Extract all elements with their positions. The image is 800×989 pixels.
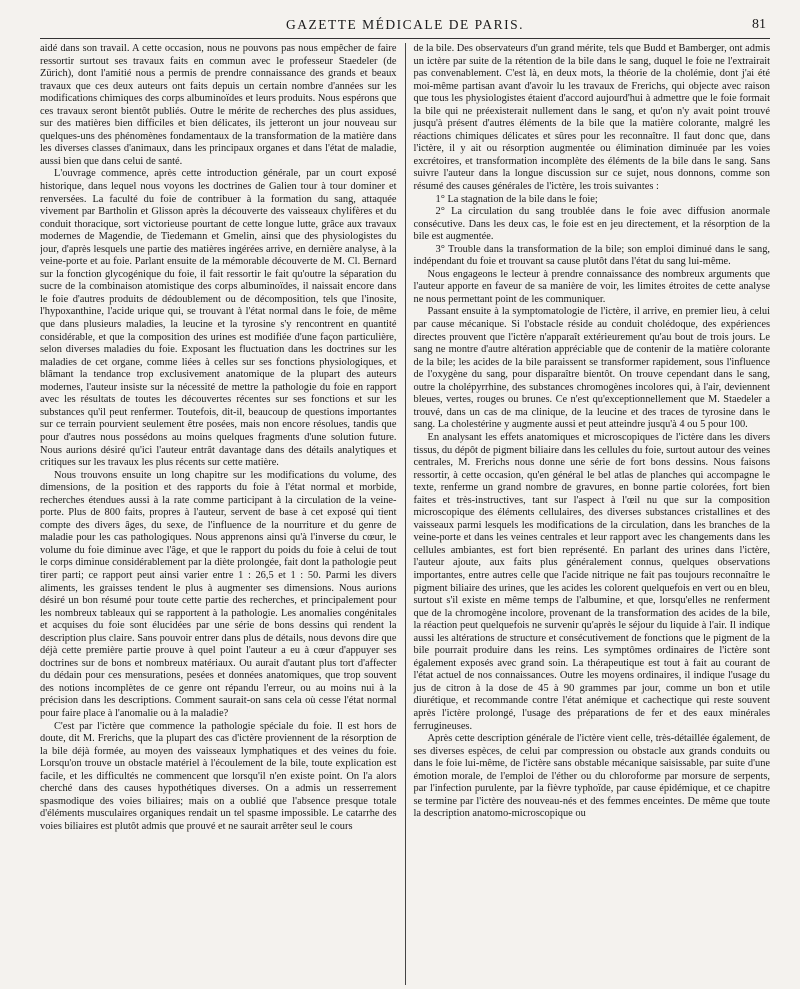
paragraph: L'ouvrage commence, après cette introduction générale, par un court exposé historique, dans lequel nous voyons les doctrines de Galien tour à tour dominer et renversées. La faculté du foie de contribuer à la formation du sang, attaquée vivement par Bartholin et Glisson après la découverte des vaisseaux chylifères et du conduit thoracique, sort victorieuse pourtant de cette longue lutte, grâce aux travaux modernes de Magendie, de Tiedemann et Gmelin, ainsi que des physiologistes du jour, d'après lesquels une partie des matières ingérées arrive, en dernière analyse, à la veine-porte et au foie. Parlant ensuite de la mémorable découverte de M. Cl. Bernard sur la fonction glycogénique du foie, il fait ressortir le fait qu'outre la séparation du sucre de la combinaison atomistique des corps albuminoïdes, il naissait encore dans le foie d'autres produits de dédoublement ou de décomposition, tels que l'inosite, l'hypoxanthine, l'acide urique qui, se trouvant à l'état normal dans le foie, de même que dans plusieurs maladies, la leucine et la tyrosine s'y rencontrent en quantité considérable, et que la composition des urines est modifiée d'une façon particulière, selon diverses maladies du foie. Exposant les fluctuation dans les doctrines sur les maladies de cet organe, comme liées à celles sur ses fonctions physiologiques, et blâmant la tendance trop exclusivement anatomique de la plupart des auteurs modernes, l'auteur insiste sur la nécessité de mettre la pathologie du foie en rapport avec les résultats de toutes les découvertes récentes sur ses fonctions et sur les substances qu'il peut renfermer. Toutefois, dit-il, beaucoup de questions importantes sur ce terrain pourvient seulement être posées, mais non encore résolues, tandis que pour d'autres nous possédons au moins quelques fragments d'une solution future. Nous aurions désiré qu'ici l'auteur entrât davantage dans des détails analytiques et critiques sur les travaux les plus récents sur cette matière.	[40, 168, 397, 469]
page-number: 81	[752, 17, 766, 32]
paragraph: Passant ensuite à la symptomatologie de l'ictère, il arrive, en premier lieu, à celui par cause mécanique. Si l'obstacle réside au conduit cholédoque, des expériences directes prouvent que l'ictère n'apparaît extérieurement qu'au bout de trois jours. Le sang ne montre d'autre altération appréciable que de contenir de la matière colorante de la bile; les acides de la bile paraissent se transformer rapidement, sous l'influence de l'oxygène du sang, pour disparaître bientôt. On trouve cependant dans le sang, outre la cholépyrrhine, des substances chromogènes incolores qui, à l'air, deviennent bleues, vertes, rouges ou brunes. Ce n'est qu'exceptionnellement que M. Staedeler a trouvé, dans un cas de ma clinique, de la leucine et des traces de tyrosine dans le sang. La cholestérine y augmente aussi et peut atteindre jusqu'à 4 ou 5 pour 100.	[413, 306, 770, 431]
list-item: 3° Trouble dans la transformation de la bile; son emploi diminué dans le sang, indépendant du foie et trouvant sa cause plutôt dans l'état du sang lui-même.	[413, 243, 770, 268]
right-column	[406, 43, 771, 985]
left-column	[40, 43, 406, 985]
paragraph: En analysant les effets anatomiques et microscopiques de l'ictère dans les divers tissus, du dépôt de pigment biliaire dans les cellules du foie, surtout autour des veines centrales, M. Frerichs nous donne une série de fort bons dessins. Nous faisons ressortir, à cette occasion, qu'en général le bel atlas de planches qui accompagne le texte, renferme un grand nombre de gravures, en bonne partie colorées, fort bien faites et très-instructives, tant sur l'aspect à l'œil nu que sur la composition microscopique des éléments cellulaires, des diverses substances cristallines et des vaisseaux parmi lesquels les modifications de la circulation, dans les branches de la veine-porte et dans les veines centrales et leur rapport avec les changements dans les cellules ambiantes, est fort bien représenté. En parlant des urines dans l'ictère, l'auteur ajoute, aux faits plus généralement connus, quelques observations importantes, entre autres celle que l'acide nitrique ne fait pas toujours reconnaître le pigment biliaire des urines, que les acides les colorent quelquefois en vert ou en bleu, surtout s'il existe en même temps de l'albumine, et que, lorsqu'elles ne renferment que de la chromogène incolore, provenant de la transformation des acides de la bile, la réaction peut quelquefois ne survenir qu'après le séjour du liquide à l'air. Il indique aussi les altérations de structure et consécutivement de fonctions que le pigment de la bile pourrait produire dans les reins. Les symptômes ordinaires de l'ictère sont également exposés avec grand soin. La thérapeutique est tout à fait au courant de l'état actuel de nos connaissances. Outre les moyens ordinaires, il indique l'usage du jus de citron à la dose de 45 à 90 grammes par jour, comme un bon et utile diurétique, et recommande contre l'état anémique et cachectique qui reste souvent après l'ictère prolongé, l'usage des préparations de fer et des eaux minérales ferrugineuses.	[413, 431, 770, 732]
publication-title: GAZETTE MÉDICALE DE PARIS.	[286, 17, 524, 32]
paragraph: de la bile. Des observateurs d'un grand mérite, tels que Budd et Bamberger, ont admis un ictère par suite de la rétention de la bile dans le sang, duquel le foie ne l'extrairait pas convenablement. C'est là, en deux mots, la théorie de la cholémie, dont j'ai été moi-même partisan avant d'avoir lu les travaux de Frerichs, qui objecte avec raison que tous les physiologistes étaient d'accord aujourd'hui à admettre que le foie formait la bile qui ne préexisterait nullement dans le sang, et qu'on n'y avait point trouvé jusqu'à présent d'autres éléments de la bile que la matière colorante, malgré les réactions chimiques délicates et sûres pour les reconnaître. Il faut donc que, dans l'ictère, il y ait ou résorption augmentée ou élimination diminuée par les voies excrétoires, et transformation incomplète des éléments de la bile dans le sang. Sans suivre l'auteur dans la longue discussion sur ce sujet, nous donnons, comme son résumé des causes générales de l'ictère, les trois suivantes :	[413, 43, 770, 193]
list-item: 2° La circulation du sang troublée dans le foie avec diffusion anormale consécutive. Dans les deux cas, le foie est en jeu directement, et la résorption de la bile est augmentée.	[413, 206, 770, 243]
page-header	[40, 14, 770, 39]
paragraph: Nous engageons le lecteur à prendre connaissance des nombreux arguments que l'auteur apporte en faveur de sa manière de voir, les limites étroites de cette analyse ne nous permettant point de les communiquer.	[413, 268, 770, 305]
text-columns	[40, 43, 770, 985]
paragraph: aidé dans son travail. A cette occasion, nous ne pouvons pas nous empêcher de faire ressortir surtout ses travaux faits en commun avec le professeur Staedeler (de Zürich), dont l'amitié nous a permis de prendre connaissance des grands et beaux travaux que ces deux auteurs ont faits depuis un certain nombre d'années sur les modifications chimiques des corps albuminoïdes et leurs produits. Nous espérons que ces travaux seront bientôt publiés. Outre le mérite de recherches des plus assidues, sur des matières bien difficiles et bien délicates, ils jetteront un jour nouveau sur quelques-uns des phénomènes fondamentaux de la transformation de la matière dans les diverses classes d'animaux, dans les principaux organes et dans l'état de maladie, aussi bien que dans celui de santé.	[40, 43, 397, 167]
paragraph: C'est par l'ictère que commence la pathologie spéciale du foie. Il est hors de doute, dit M. Frerichs, que la plupart des cas d'ictère proviennent de la résorption de la bile déjà formée, au moyen des vaisseaux lymphatiques et des veines du foie. Lorsqu'on trouve un obstacle matériel à l'écoulement de la bile, toute explication est facile, et les difficultés ne commencent que lorsqu'il n'en existe point. On l'a alors cherché dans des causes hypothétiques diverses. On a admis un resserrement spasmodique des voies biliaires; mais on a oublié que l'absence presque totale d'éléments musculaires organiques rendait un tel spasme impossible. Le catarrhe des voies biliaires est plutôt admis que prouvé et ne saurait arrêter seul le cours	[40, 720, 397, 832]
paragraph: Après cette description générale de l'ictère vient celle, très-détaillée également, de ses diverses espèces, de celui par compression ou obstacle aux grands conduits ou dans le foie lui-même, de l'ictère sans obstable mécanique saisissable, par suite d'une émotion morale, de l'emploi de l'éther ou du chloroforme par morsure de serpents, par l'infection purulente, par la fièvre typhoïde, par cause épidémique, et ce chapitre se termine par l'ictère des nouveau-nés et des femmes enceintes. De même que toute la description anatomo-microscopique ou	[413, 733, 770, 820]
paragraph: Nous trouvons ensuite un long chapitre sur les modifications du volume, des dimensions, de la position et des rapports du foie à l'état normal et morbide, recherches étendues aussi à la rate comme participant à la circulation de la veine-porte. Plus de 800 faits, propres à l'auteur, servent de base à cet exposé qui tient compte des divers âges, du sexe, de l'influence de la nourriture et du genre de maladie pour les cas pathologiques. Nous apprenons ainsi qu'à l'inverse du cœur, le volume du foie diminue avec l'âge, et que le rapport du poids du foie à celui de tout le corps diminue considérablement par la diète prolongée, fait dont la pathologie peut tirer parti; ce rapport peut ainsi varier entre 1 : 26,5 et 1 : 50. Parmi les divers aliments, les graisses tendent le plus à augmenter ses dimensions. Nous aurions désiré un bon résumé pour toute cette partie des recherches, et principalement pour les nombreux tableaux qui se rapportent à la pathologie. Les anomalies congénitales et acquises du foie sont élucidées par une série de bons dessins qui rendent la description plus claire. Sans pouvoir entrer dans plus de détails, nous devons dire que déjà cette première partie prouve à quel point l'auteur a eu à cœur d'appuyer ses doctrines sur de bons et nombreux matériaux. Ou aurait d'autant plus tort d'affecter du dédain pour ces mensurations, pesées et données anatomiques, que trop souvent des notions incomplètes de ce genre ont répandu l'erreur, ou au moins nui à la précision dans les descriptions. Comment saurait-on sans cela où cesse l'état normal pour faire place à l'anomalie ou à la maladie?	[40, 469, 397, 719]
list-item: 1° La stagnation de la bile dans le foie;	[435, 193, 598, 205]
